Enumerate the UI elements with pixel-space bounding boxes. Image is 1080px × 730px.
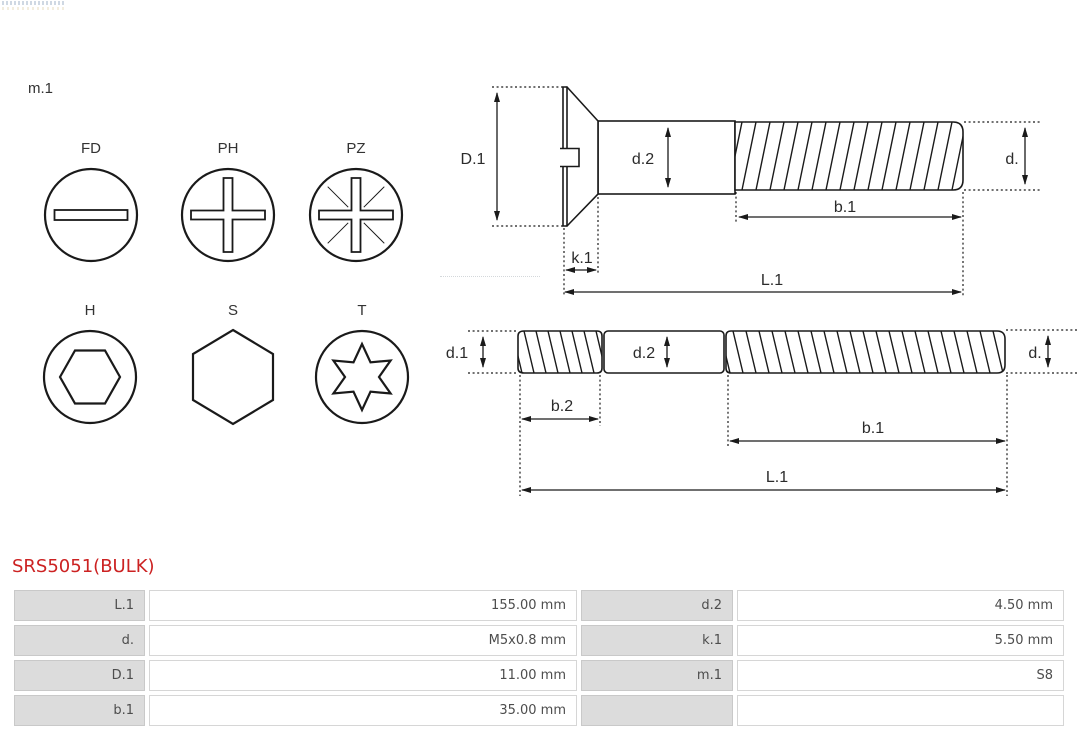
stud-middle-section (604, 331, 724, 373)
drive-symbol-fd (45, 140, 137, 261)
drive-symbols-diagram (18, 130, 442, 430)
stud-drawing (440, 300, 1080, 500)
watermark (2, 1, 64, 11)
drive-symbol-h (44, 302, 136, 423)
dim-d2-label: d.2 (631, 151, 655, 168)
spec-label-cell: m.1 (581, 660, 733, 691)
dim-b1 (736, 192, 961, 223)
spec-label-cell: d.2 (581, 590, 733, 621)
dim-stud-d (1006, 330, 1078, 373)
dim-b1-label: b.1 (833, 199, 857, 216)
spec-row (14, 695, 1064, 726)
drive-symbol-ph-label: PH (217, 140, 239, 157)
spec-value-cell: 35.00 mm (149, 695, 577, 726)
dim-stud-L1-label: L.1 (765, 469, 789, 486)
dim-stud-b2 (522, 375, 600, 426)
dim-D1-label: D.1 (460, 151, 486, 168)
dim-L1-label: L.1 (760, 272, 784, 289)
spec-value-cell: 155.00 mm (149, 590, 577, 621)
dim-stud-d1-label: d.1 (445, 345, 469, 362)
spec-label-cell: b.1 (14, 695, 145, 726)
drive-symbol-t (316, 302, 408, 423)
screw-shank (598, 121, 735, 194)
dim-stud-d2-label: d.2 (632, 345, 656, 362)
dim-stud-b1-label: b.1 (861, 420, 885, 437)
screw-thread-section (735, 122, 963, 190)
dim-stud-d1 (446, 331, 518, 373)
spec-value-cell: S8 (737, 660, 1064, 691)
dim-stud-b2-label: b.2 (550, 398, 574, 415)
drive-symbol-s-label: S (227, 302, 239, 319)
drive-symbol-h-label: H (84, 302, 96, 319)
drive-symbol-ph (182, 140, 274, 261)
spec-label-cell (581, 695, 733, 726)
dim-D1 (461, 87, 568, 226)
spec-table (10, 586, 1068, 730)
drive-symbol-t-label: T (357, 302, 367, 319)
spec-value-cell: 4.50 mm (737, 590, 1064, 621)
dim-k1-label: k.1 (571, 250, 593, 267)
drive-symbol-pz-label: PZ (346, 140, 366, 157)
spec-value-cell: 11.00 mm (149, 660, 577, 691)
dim-L1 (565, 192, 963, 297)
spec-row (14, 660, 1064, 691)
spec-label-cell: d. (14, 625, 145, 656)
spec-value-cell: M5x0.8 mm (149, 625, 577, 656)
drive-symbol-pz (310, 140, 402, 261)
countersunk-screw-drawing (440, 75, 1080, 305)
dim-stud-d-label: d. (1028, 345, 1042, 362)
product-code-title: SRS5051(BULK) (12, 556, 155, 577)
spec-value-cell (737, 695, 1064, 726)
dim-d (964, 122, 1040, 190)
screw-head-slot (560, 149, 579, 166)
head-mark-label: m.1 (28, 80, 54, 97)
dim-stud-L1 (520, 375, 1005, 496)
spec-value-cell: 5.50 mm (737, 625, 1064, 656)
spec-row (14, 590, 1064, 621)
spec-label-cell: L.1 (14, 590, 145, 621)
drive-symbol-fd-label: FD (81, 140, 101, 157)
spec-label-cell: D.1 (14, 660, 145, 691)
spec-row (14, 625, 1064, 656)
dim-d-label: d. (1005, 151, 1019, 168)
drive-symbol-s (193, 302, 273, 424)
spec-label-cell: k.1 (581, 625, 733, 656)
